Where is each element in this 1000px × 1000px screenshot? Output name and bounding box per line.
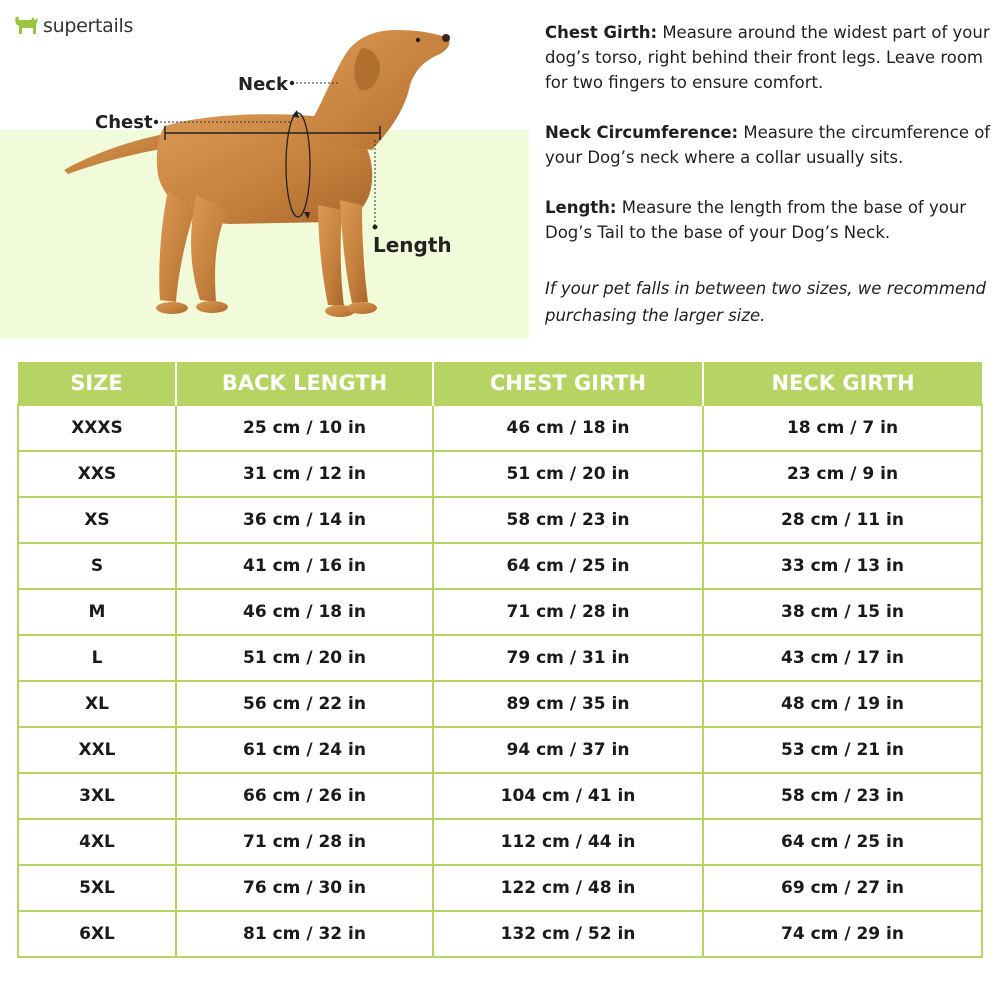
table-row	[18, 773, 982, 819]
chest-girth-cell: 89 cm / 35 in	[433, 681, 703, 727]
neck-girth-cell: 53 cm / 21 in	[703, 727, 982, 773]
chest-girth-instruction	[545, 20, 995, 95]
neck-girth-cell: 69 cm / 27 in	[703, 865, 982, 911]
table-row	[18, 543, 982, 589]
size-cell: M	[18, 589, 176, 635]
neck-girth-cell: 48 cm / 19 in	[703, 681, 982, 727]
size-cell: L	[18, 635, 176, 681]
neck-girth-cell: 38 cm / 15 in	[703, 589, 982, 635]
neck-girth-cell: 74 cm / 29 in	[703, 911, 982, 957]
chest-pointer-dot	[154, 120, 158, 124]
back-length-cell: 51 cm / 20 in	[176, 635, 433, 681]
chest-label: Chest	[95, 112, 153, 133]
size-cell: 6XL	[18, 911, 176, 957]
neck-pointer-dot	[290, 81, 294, 85]
size-cell: S	[18, 543, 176, 589]
chest-girth-text: Measure around the widest part of your dog’s torso, right behind their front legs. Leave room for two fingers to ensure comfort.	[545, 23, 990, 92]
chest-girth-cell: 79 cm / 31 in	[433, 635, 703, 681]
size-cell: XXS	[18, 451, 176, 497]
table-row	[18, 405, 982, 451]
table-row	[18, 681, 982, 727]
size-chart	[17, 362, 981, 958]
table-row	[18, 635, 982, 681]
dog-illustration	[0, 0, 529, 340]
size-note: If your pet falls in between two sizes, we recommend purchasing the larger size.	[545, 279, 987, 325]
back-length-cell: 66 cm / 26 in	[176, 773, 433, 819]
neck-girth-cell: 43 cm / 17 in	[703, 635, 982, 681]
table-row	[18, 497, 982, 543]
chest-girth-cell: 122 cm / 48 in	[433, 865, 703, 911]
neck-girth-cell: 33 cm / 13 in	[703, 543, 982, 589]
length-pointer-dot	[373, 225, 378, 230]
length-text: Measure the length from the base of your Dog’s Tail to the base of your Dog’s Neck.	[545, 198, 967, 242]
table-row	[18, 451, 982, 497]
back-length-cell: 46 cm / 18 in	[176, 589, 433, 635]
neck-girth-cell: 58 cm / 23 in	[703, 773, 982, 819]
neck-girth-cell: 28 cm / 11 in	[703, 497, 982, 543]
table-row	[18, 911, 982, 957]
length-title: Length:	[545, 198, 617, 217]
header-size: SIZE	[18, 362, 176, 405]
back-length-cell: 41 cm / 16 in	[176, 543, 433, 589]
back-length-cell: 31 cm / 12 in	[176, 451, 433, 497]
neck-girth-cell: 18 cm / 7 in	[703, 405, 982, 451]
neck-girth-cell: 64 cm / 25 in	[703, 819, 982, 865]
table-row	[18, 865, 982, 911]
chest-girth-cell: 104 cm / 41 in	[433, 773, 703, 819]
chest-girth-cell: 132 cm / 52 in	[433, 911, 703, 957]
neck-text: Measure the circumference of your Dog’s neck where a collar usually sits.	[545, 123, 991, 167]
dog-diagram	[0, 0, 529, 340]
length-label: Length	[373, 233, 452, 257]
back-length-cell: 81 cm / 32 in	[176, 911, 433, 957]
header-chest-girth: CHEST GIRTH	[433, 362, 703, 405]
chest-girth-cell: 94 cm / 37 in	[433, 727, 703, 773]
neck-instruction	[545, 120, 995, 170]
neck-title: Neck Circumference:	[545, 123, 739, 142]
size-cell: XL	[18, 681, 176, 727]
neck-label: Neck	[238, 74, 288, 95]
size-cell: 3XL	[18, 773, 176, 819]
size-cell: XXXS	[18, 405, 176, 451]
size-cell: 5XL	[18, 865, 176, 911]
size-table	[17, 362, 983, 958]
chest-girth-cell: 46 cm / 18 in	[433, 405, 703, 451]
header-neck-girth: NECK GIRTH	[703, 362, 982, 405]
back-length-cell: 61 cm / 24 in	[176, 727, 433, 773]
back-length-cell: 36 cm / 14 in	[176, 497, 433, 543]
table-row	[18, 589, 982, 635]
length-instruction	[545, 195, 995, 245]
header-back-length: BACK LENGTH	[176, 362, 433, 405]
brand-name: supertails	[43, 15, 134, 37]
table-row	[18, 819, 982, 865]
chest-girth-cell: 51 cm / 20 in	[433, 451, 703, 497]
chest-girth-cell: 112 cm / 44 in	[433, 819, 703, 865]
size-cell: XXL	[18, 727, 176, 773]
neck-girth-cell: 23 cm / 9 in	[703, 451, 982, 497]
chest-girth-title: Chest Girth:	[545, 23, 658, 42]
size-cell: XS	[18, 497, 176, 543]
chest-girth-cell: 58 cm / 23 in	[433, 497, 703, 543]
back-length-cell: 76 cm / 30 in	[176, 865, 433, 911]
table-row	[18, 727, 982, 773]
chest-girth-cell: 71 cm / 28 in	[433, 589, 703, 635]
back-length-cell: 71 cm / 28 in	[176, 819, 433, 865]
chest-girth-cell: 64 cm / 25 in	[433, 543, 703, 589]
table-header-row	[18, 362, 982, 405]
back-length-cell: 25 cm / 10 in	[176, 405, 433, 451]
back-length-cell: 56 cm / 22 in	[176, 681, 433, 727]
size-cell: 4XL	[18, 819, 176, 865]
measurement-instructions	[545, 20, 995, 354]
